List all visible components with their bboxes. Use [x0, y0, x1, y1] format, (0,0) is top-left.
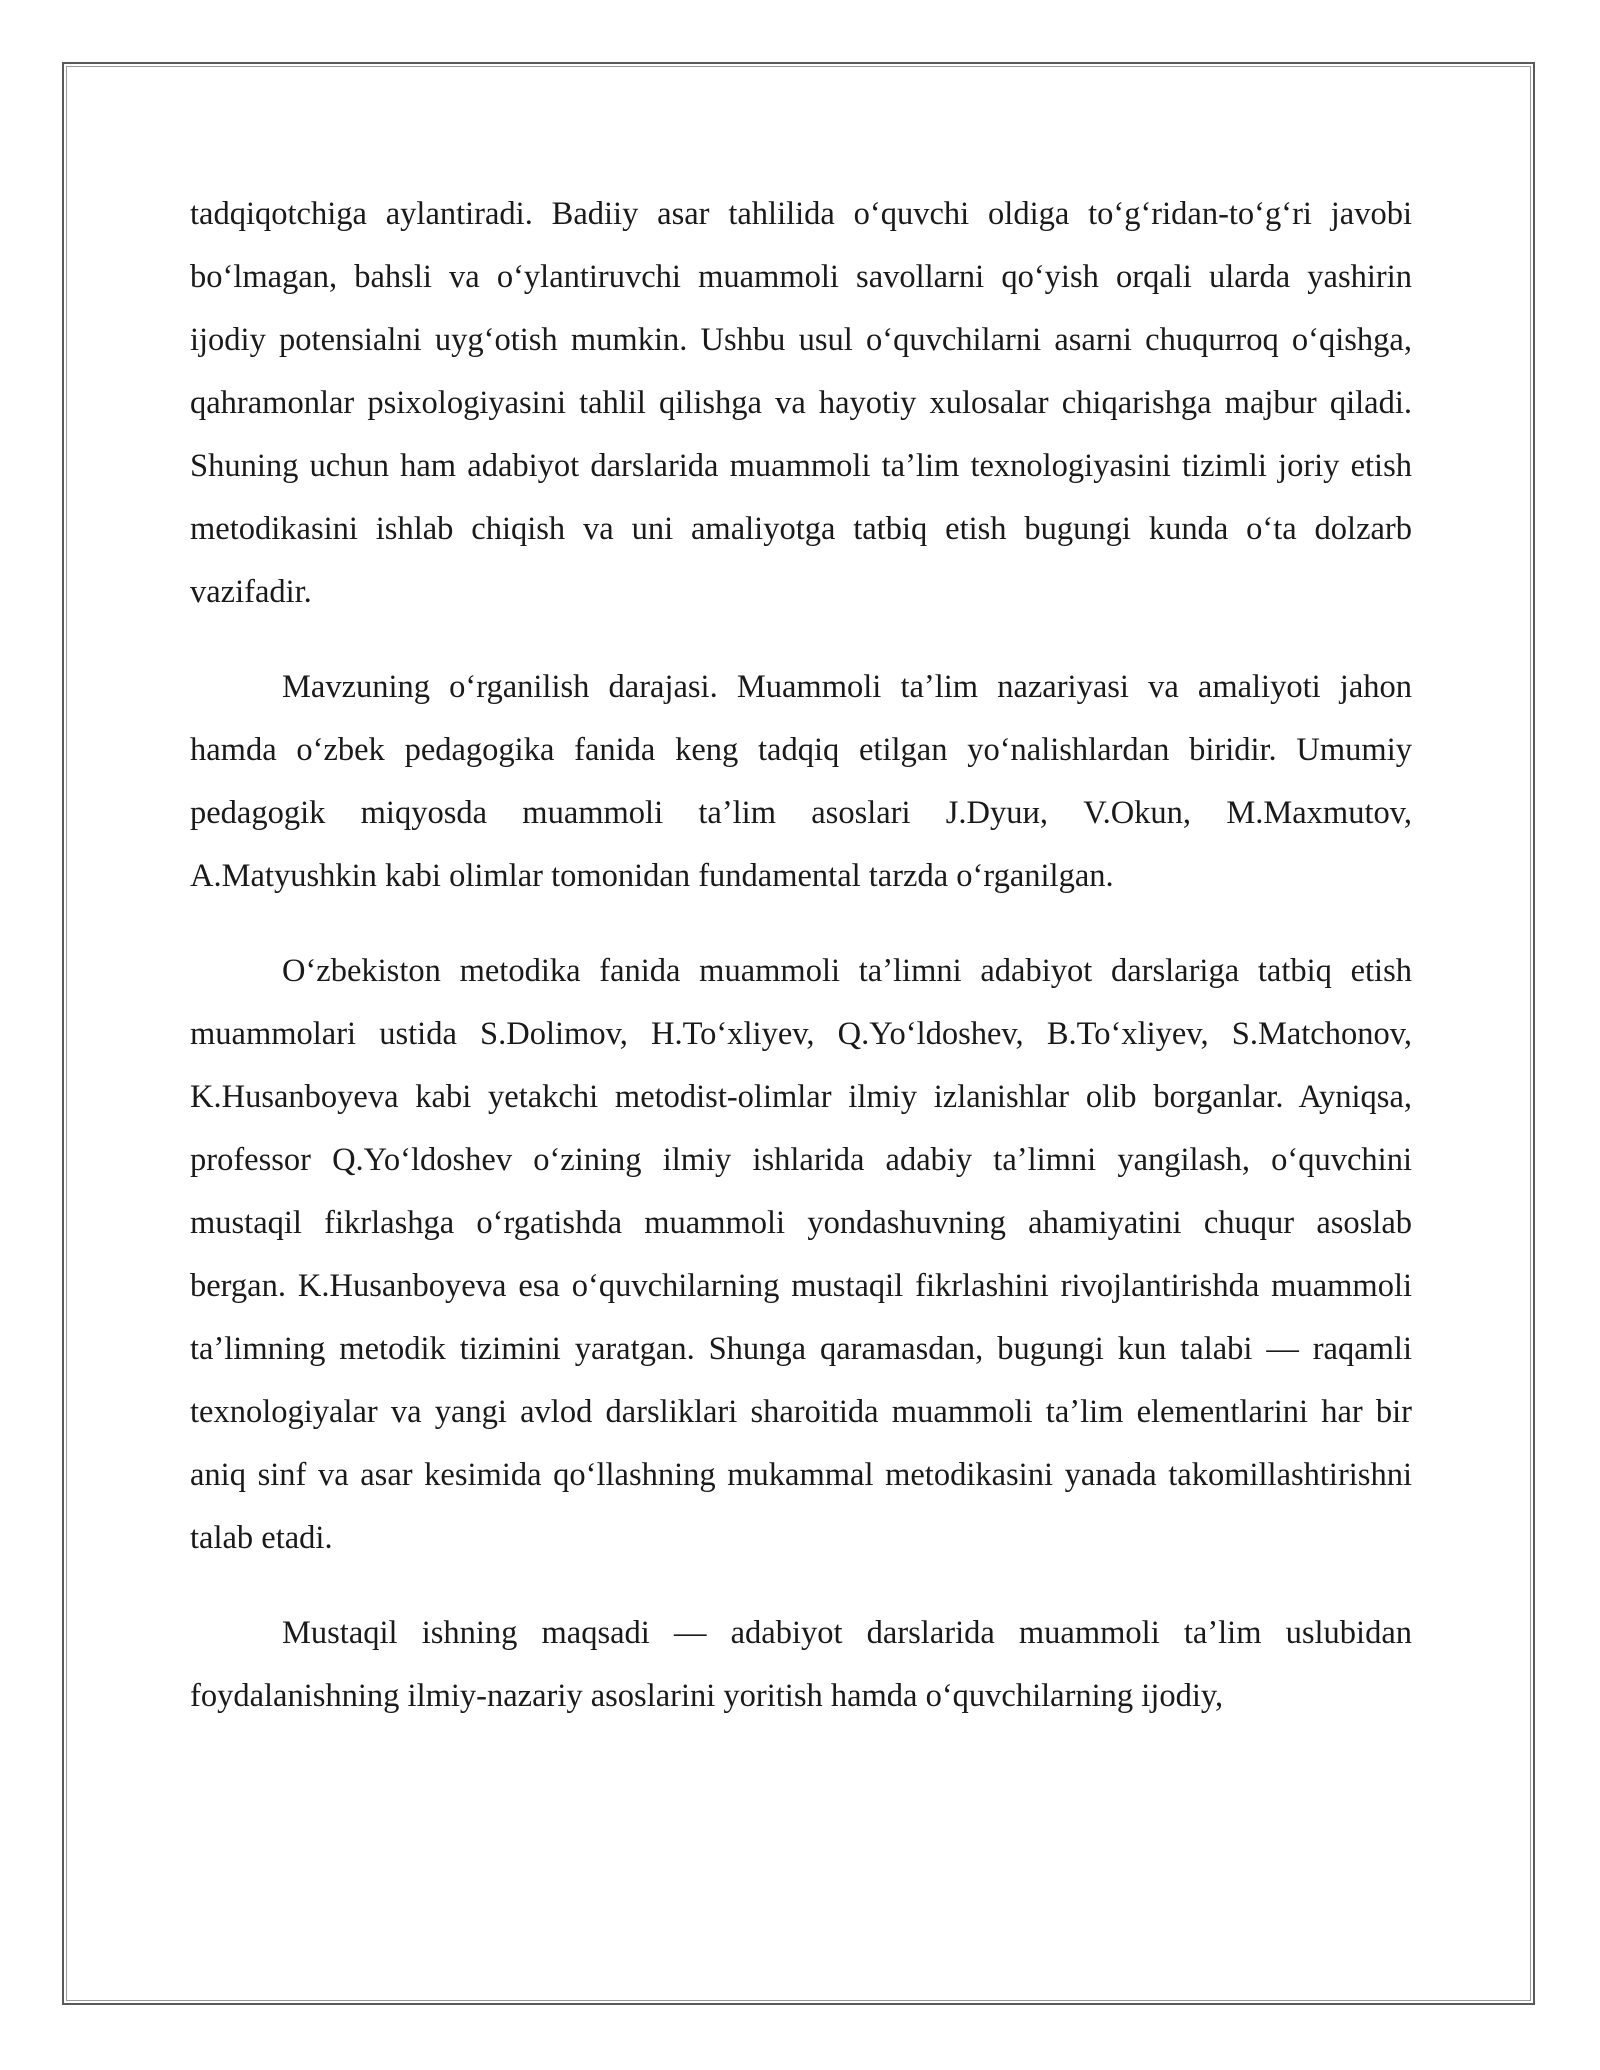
paragraph-continuation: tadqiqotchiga aylantiradi. Badiiy asar tahlilida oʻquvchi oldiga toʻgʻridan-toʻgʻri javobi boʻlmagan, bahsli va oʻylantiruvchi muammoli savollarni qoʻyish orqali ularda yashirin ijodiy potensialni uygʻotish mumkin. Ushbu usul oʻquvchilarni asarni chuqurroq oʻqishga, qahramonlar psixologiyasini tahlil qilishga va hayotiy xulosalar chiqarishga majbur qiladi. Shuning uchun ham adabiyot darslarida muammoli taʼlim texnologiyasini tizimli joriy etish metodikasini ishlab chiqish va uni amaliyotga tatbiq etish bugungi kunda oʻta dolzarb vazifadir.: [190, 196, 1412, 610]
paragraph-study-level: Mavzuning oʻrganilish darajasi. Muammoli taʼlim nazariyasi va amaliyoti jahon hamda oʻzbek pedagogika fanida keng tadqiq etilgan yoʻnalishlardan biridir. Umumiy pedagogik miqyosda muammoli taʼlim asoslari J.Dyuи, V.Okun, M.Maxmutov, A.Matyushkin kabi olimlar tomonidan fundamental tarzda oʻrganilgan.: [190, 669, 1412, 894]
document-body: [190, 183, 1412, 1760]
paragraph-work-goal: Mustaqil ishning maqsadi — adabiyot darslarida muammoli taʼlim uslubidan foydalanishning ilmiy-nazariy asoslarini yoritish hamda oʻquvchilarning ijodiy,: [190, 1615, 1412, 1714]
paragraph-uzbek-methodology: Oʻzbekiston metodika fanida muammoli taʼlimni adabiyot darslariga tatbiq etish muammolari ustida S.Dolimov, H.Toʻxliyev, Q.Yoʻldoshev, B.Toʻxliyev, S.Matchonov, K.Husanboyeva kabi yetakchi metodist-olimlar ilmiy izlanishlar olib borganlar. Ayniqsa, professor Q.Yoʻldoshev oʻzining ilmiy ishlarida adabiy taʼlimni yangilash, oʻquvchini mustaqil fikrlashga oʻrgatishda muammoli yondashuvning ahamiyatini chuqur asoslab bergan. K.Husanboyeva esa oʻquvchilarning mustaqil fikrlashini rivojlantirishda muammoli taʼlimning metodik tizimini yaratgan. Shunga qaramasdan, bugungi kun talabi — raqamli texnologiyalar va yangi avlod darsliklari sharoitida muammoli taʼlim elementlarini har bir aniq sinf va asar kesimida qoʻllashning mukammal metodikasini yanada takomillashtirishni talab etadi.: [190, 953, 1412, 1556]
